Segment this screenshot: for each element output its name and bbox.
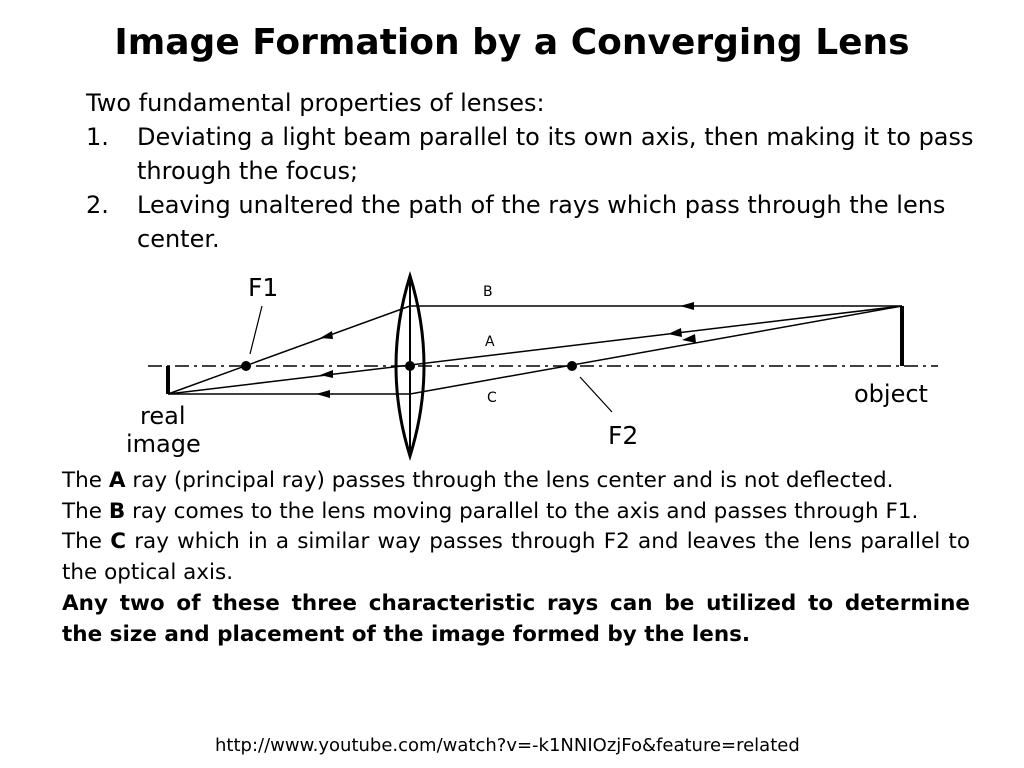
ray-b-text: ray comes to the lens moving parallel to the axis and passes through F1. [132, 498, 919, 524]
ray-b-description [62, 497, 970, 528]
f1-leader-line [250, 306, 262, 354]
arrowhead [682, 334, 696, 343]
label-ray-b: B [483, 284, 493, 300]
arrowhead [668, 328, 682, 337]
ray-a-label: A [108, 468, 126, 493]
label-f2: F2 [608, 421, 639, 450]
label-ray-c: C [487, 390, 497, 406]
arrowhead [320, 370, 333, 378]
text-the: The [62, 468, 102, 493]
ray-description [62, 466, 970, 650]
label-real: real [140, 402, 186, 430]
intro-section [86, 86, 996, 256]
lens-center-point [405, 361, 415, 371]
label-ray-a: A [485, 334, 495, 350]
conclusion: Any two of these three characteristic rays can be utilized to determine the size and placement of the image formed by the lens. [62, 590, 970, 647]
ray-a [168, 306, 902, 394]
focal-point-f2 [567, 361, 577, 371]
label-object: object [854, 380, 928, 408]
ray-c-text: ray which in a similar way passes through F2 and leaves the lens parallel to the optical axis. [62, 529, 970, 586]
ray-a-text: ray (principal ray) passes through the lens center and is not deflected. [132, 468, 894, 493]
arrowhead [316, 390, 330, 398]
properties-list [86, 120, 996, 256]
ray-diagram-svg [120, 262, 950, 462]
arrowhead [680, 302, 694, 310]
list-text: Deviating a light beam parallel to its own axis, then making it to pass through the focus; [137, 123, 974, 185]
ray-c-description [62, 527, 970, 588]
list-text: Leaving unaltered the path of the rays which pass through the lens center. [137, 191, 946, 253]
ray-b-refracted [168, 306, 410, 394]
label-image: image [126, 430, 201, 458]
intro-heading: Two fundamental properties of lenses: [86, 89, 545, 117]
label-f1: F1 [248, 273, 279, 302]
list-number: 1. [86, 123, 109, 151]
list-number: 2. [86, 191, 109, 219]
source-link[interactable]: http://www.youtube.com/watch?v=-k1NNIOzjFo&feature=related [215, 735, 800, 756]
text-the: The [62, 498, 102, 524]
ray-c-incoming [410, 306, 902, 394]
list-item [86, 120, 996, 188]
ray-b-label: B [108, 498, 126, 524]
arrowhead [320, 331, 333, 339]
ray-a-description [62, 466, 970, 497]
focal-point-f1 [241, 361, 251, 371]
lens-ray-diagram [120, 262, 950, 462]
text-the: The [62, 529, 102, 555]
list-item [86, 188, 996, 256]
ray-c-label: C [110, 529, 126, 555]
slide-title: Image Formation by a Converging Lens [114, 22, 910, 63]
f2-leader-line [580, 377, 612, 412]
